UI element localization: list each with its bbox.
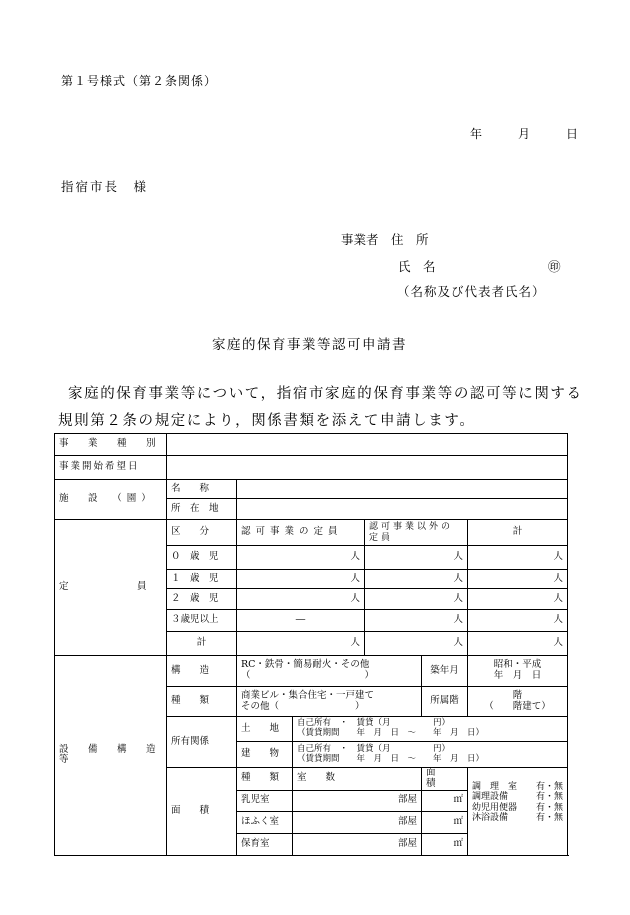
facility-name: 調 理 室 — [472, 782, 518, 792]
capacity-licensed-header: 認可事業の定員 — [237, 520, 365, 546]
floor-label: 所属階 — [422, 687, 468, 717]
land-value-1: 自己所有 ・ 賃貸（月 円） — [297, 718, 451, 729]
equipment-label: 設 備 構 造 等 — [55, 656, 167, 856]
body-line-1: 家庭的保育事業等について，指宿市家庭的保育事業等の認可等に関する — [68, 386, 583, 402]
built-year-field[interactable] — [468, 656, 568, 687]
capacity-licensed-cell[interactable]: 人 — [237, 632, 365, 656]
document-title: 家庭的保育事業等認可申請書 — [212, 337, 407, 353]
facility-label: 施 設 （園） — [55, 480, 167, 520]
facility-name-field[interactable] — [237, 480, 568, 499]
capacity-header-row — [55, 520, 568, 546]
start-date-field[interactable] — [167, 456, 568, 480]
capacity-row-label: 計 — [167, 632, 237, 656]
facility-item — [472, 782, 563, 792]
land-value-2: （賃貸期間 年 月 日 ～ 年 月 日） — [297, 728, 485, 738]
area-area-header: 面 積 — [422, 768, 468, 791]
capacity-row-label: ２ 歳 児 — [167, 589, 237, 610]
built-year-label: 築年月 — [422, 656, 468, 687]
building-value-1: 自己所有 ・ 賃貸（月 円） — [297, 743, 451, 754]
application-form-table — [54, 433, 568, 856]
floor-value-2: （ 階建て） — [484, 700, 551, 712]
capacity-other-cell[interactable]: 人 — [365, 589, 468, 610]
business-type-row — [55, 434, 568, 456]
capacity-row-label: ０ 歳 児 — [167, 546, 237, 570]
built-year-value-2: 年 月 日 — [493, 670, 542, 681]
capacity-total-cell[interactable]: 人 — [468, 546, 568, 570]
facility-list — [472, 782, 563, 823]
addressee: 指宿市長 様 — [61, 179, 149, 194]
kind-label: 種 類 — [167, 687, 237, 717]
kind-value-1: 商業ビル・集合住宅・一戸建て — [241, 689, 375, 701]
capacity-other-cell[interactable]: 人 — [365, 570, 468, 589]
facility-item — [472, 803, 563, 813]
capacity-licensed-cell: ― — [237, 610, 365, 632]
area-row-count[interactable]: 部屋 — [293, 833, 422, 855]
capacity-other-cell[interactable]: 人 — [365, 546, 468, 570]
seal-mark: ㊞ — [548, 259, 561, 274]
capacity-other-cell[interactable]: 人 — [365, 610, 468, 632]
capacity-category-header: 区 分 — [167, 520, 237, 546]
land-label: 土 地 — [237, 717, 293, 742]
area-kind-header: 種 類 — [237, 768, 293, 791]
date-month: 月 — [518, 127, 531, 141]
building-label: 建 物 — [237, 742, 293, 768]
business-type-label: 事 業 種 別 — [55, 434, 167, 456]
area-count-header: 室 数 — [293, 768, 422, 791]
facility-location-label: 所 在 地 — [167, 499, 237, 520]
capacity-total-header: 計 — [468, 520, 568, 546]
start-date-row — [55, 456, 568, 480]
building-value-2: （賃貸期間 年 月 日 ～ 年 月 日） — [297, 753, 485, 764]
area-row-count[interactable]: 部屋 — [293, 790, 422, 811]
capacity-licensed-cell[interactable]: 人 — [237, 546, 365, 570]
capacity-total-cell[interactable]: 人 — [468, 570, 568, 589]
structure-value-2: （ ） — [241, 670, 375, 681]
area-row-kind: 保育室 — [237, 833, 293, 855]
kind-field[interactable] — [237, 687, 422, 717]
capacity-total-cell[interactable]: 人 — [468, 632, 568, 656]
area-row-area[interactable]: ㎡ — [422, 833, 468, 855]
structure-label: 構 造 — [167, 656, 237, 687]
structure-value-1: RC・鉄骨・簡易耐火・その他 — [241, 659, 370, 671]
capacity-other-cell[interactable]: 人 — [365, 632, 468, 656]
building-field[interactable] — [293, 742, 568, 768]
capacity-total-cell[interactable]: 人 — [468, 610, 568, 632]
form-number: 第１号様式（第２条関係） — [61, 74, 218, 88]
business-type-field[interactable] — [167, 434, 568, 456]
facility-name: 調理設備 — [472, 792, 509, 803]
area-row-kind: ほふく室 — [237, 811, 293, 833]
facility-name: 幼児用便器 — [472, 802, 518, 813]
facility-item — [472, 813, 563, 823]
built-year-value-1: 昭和・平成 — [493, 659, 542, 671]
structure-row — [55, 656, 568, 687]
facility-checklist — [468, 768, 568, 856]
facility-name-label: 名 称 — [167, 480, 237, 499]
date-year: 年 — [470, 127, 483, 141]
date-day: 日 — [566, 127, 579, 141]
facility-item — [472, 792, 563, 802]
area-row-area[interactable]: ㎡ — [422, 811, 468, 833]
area-row-area[interactable]: ㎡ — [422, 790, 468, 811]
applicant-address-label: 事業者 住 所 — [341, 232, 429, 247]
date-line — [470, 125, 614, 142]
capacity-total-cell[interactable]: 人 — [468, 589, 568, 610]
capacity-label: 定 員 — [55, 520, 167, 656]
land-field[interactable] — [293, 717, 568, 742]
capacity-licensed-cell[interactable]: 人 — [237, 589, 365, 610]
facility-name-row — [55, 480, 568, 499]
facility-presence[interactable]: 有・無 — [535, 792, 563, 803]
body-line-2: 規則第２条の規定により，関係書類を添えて申請します。 — [58, 413, 476, 429]
applicant-name-label: 氏 名 — [398, 259, 436, 274]
facility-name: 沐浴設備 — [472, 813, 509, 824]
ownership-label: 所有関係 — [167, 717, 237, 768]
facility-presence[interactable]: 有・無 — [535, 782, 563, 792]
area-row-kind: 乳児室 — [237, 790, 293, 811]
structure-field[interactable] — [237, 656, 422, 687]
facility-presence[interactable]: 有・無 — [535, 813, 563, 824]
capacity-row-label: １ 歳 児 — [167, 570, 237, 589]
applicant-name-note: （名称及び代表者氏名） — [397, 284, 546, 299]
facility-presence[interactable]: 有・無 — [535, 802, 563, 813]
area-label: 面 積 — [167, 768, 237, 856]
floor-value-1: 階 — [512, 689, 523, 701]
area-row-count[interactable]: 部屋 — [293, 811, 422, 833]
kind-value-2: その他（ ） — [241, 700, 365, 712]
start-date-label: 事業開始希望日 — [55, 456, 167, 480]
capacity-other-header: 認可事業以外の定員 — [365, 520, 468, 546]
floor-field[interactable] — [468, 687, 568, 717]
capacity-licensed-cell[interactable]: 人 — [237, 570, 365, 589]
facility-location-field[interactable] — [237, 499, 568, 520]
capacity-row-label: ３歳児以上 — [167, 610, 237, 632]
